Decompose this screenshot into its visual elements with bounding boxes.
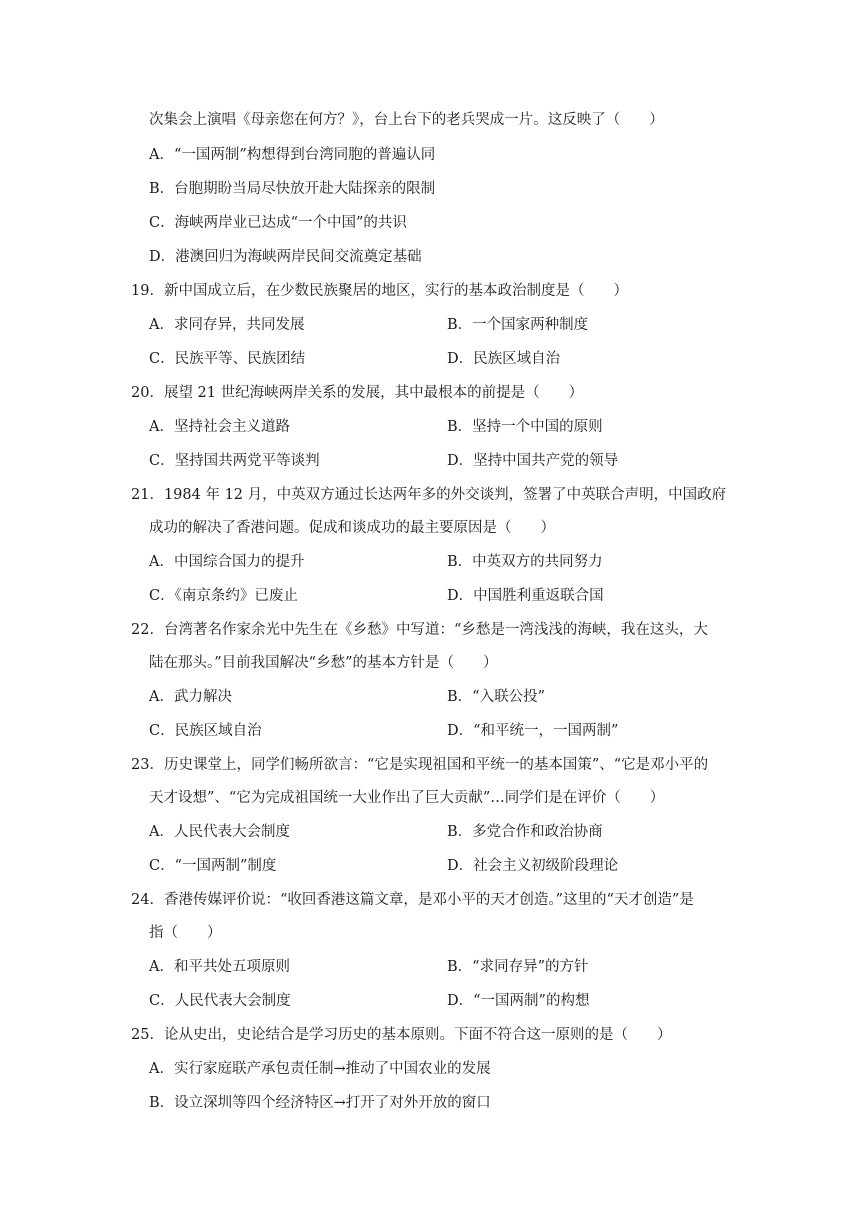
q24-stem: 24．香港传媒评价说：“收回香港这篇文章，是邓小平的天才创造。”这里的“天才创造”是 — [131, 892, 694, 908]
q22-option-c: C．民族区域自治 — [149, 723, 262, 739]
q20-option-d: D．坚持中国共产党的领导 — [447, 453, 619, 469]
q25-option-b: B．设立深圳等四个经济特区→打开了对外开放的窗口 — [149, 1095, 491, 1111]
q23-option-c: C．“一国两制”制度 — [149, 858, 277, 874]
q24-stem-continuation: 指（ ） — [149, 925, 222, 941]
q18-option-c: C．海峡两岸业已达成“一个中国”的共识 — [149, 215, 407, 231]
q21-option-c: C．《南京条约》已废止 — [149, 588, 298, 604]
q23-option-a: A．人民代表大会制度 — [149, 824, 290, 840]
q19-option-b: B．一个国家两种制度 — [447, 317, 589, 333]
q18-option-b: B．台胞期盼当局尽快放开赴大陆探亲的限制 — [149, 181, 436, 197]
q22-stem-continuation: 陆在那头。”目前我国解决“乡愁”的基本方针是（ ） — [149, 655, 498, 671]
q19-option-d: D．民族区域自治 — [447, 351, 561, 367]
q19-option-a: A．求同存异，共同发展 — [149, 317, 305, 333]
q22-stem: 22．台湾著名作家余光中先生在《乡愁》中写道：“乡愁是一湾浅浅的海峡，我在这头，大 — [131, 622, 708, 638]
q25-stem: 25．论从史出，史论结合是学习历史的基本原则。下面不符合这一原则的是（ ） — [131, 1027, 672, 1043]
q20-stem: 20．展望 21 世纪海峡两岸关系的发展，其中最根本的前提是（ ） — [131, 385, 584, 401]
q20-option-c: C．坚持国共两党平等谈判 — [149, 453, 320, 469]
q21-option-d: D．中国胜利重返联合国 — [447, 588, 604, 604]
q21-stem-continuation: 成功的解决了香港问题。促成和谈成功的最主要原因是（ ） — [149, 520, 555, 536]
q20-option-a: A．坚持社会主义道路 — [149, 419, 290, 435]
q21-option-b: B．中英双方的共同努力 — [447, 554, 603, 570]
q21-stem: 21．1984 年 12 月，中英双方通过长达两年多的外交谈判，签署了中英联合声明，中国政府 — [131, 487, 727, 503]
q24-option-d: D．“一国两制”的构想 — [447, 993, 590, 1009]
q23-stem-continuation: 天才设想”、“它为完成祖国统一大业作出了巨大贡献”…同学们是在评价（ ） — [149, 790, 665, 806]
q18-stem-continuation: 次集会上演唱《母亲您在何方？》，台上台下的老兵哭成一片。这反映了（ ） — [149, 112, 664, 128]
q18-option-d: D．港澳回归为海峡两岸民间交流奠定基础 — [149, 249, 422, 265]
q24-option-b: B．“求同存异”的方针 — [447, 959, 589, 975]
q24-option-a: A．和平共处五项原则 — [149, 959, 290, 975]
q19-stem: 19．新中国成立后，在少数民族聚居的地区，实行的基本政治制度是（ ） — [131, 283, 628, 299]
q21-option-a: A．中国综合国力的提升 — [149, 554, 305, 570]
q23-option-d: D．社会主义初级阶段理论 — [447, 858, 619, 874]
q25-option-a: A．实行家庭联产承包责任制→推动了中国农业的发展 — [149, 1061, 491, 1077]
q19-option-c: C．民族平等、民族团结 — [149, 351, 306, 367]
q18-option-a: A．“一国两制”构想得到台湾同胞的普遍认同 — [149, 147, 436, 163]
q22-option-a: A．武力解决 — [149, 689, 232, 705]
q22-option-b: B．“入联公投” — [447, 689, 545, 705]
q23-stem: 23．历史课堂上，同学们畅所欲言：“它是实现祖国和平统一的基本国策”、“它是邓小平的 — [131, 757, 709, 773]
q24-option-c: C．人民代表大会制度 — [149, 993, 291, 1009]
q22-option-d: D．“和平统一，一国两制” — [447, 723, 619, 739]
q20-option-b: B．坚持一个中国的原则 — [447, 419, 603, 435]
q23-option-b: B．多党合作和政治协商 — [447, 824, 603, 840]
